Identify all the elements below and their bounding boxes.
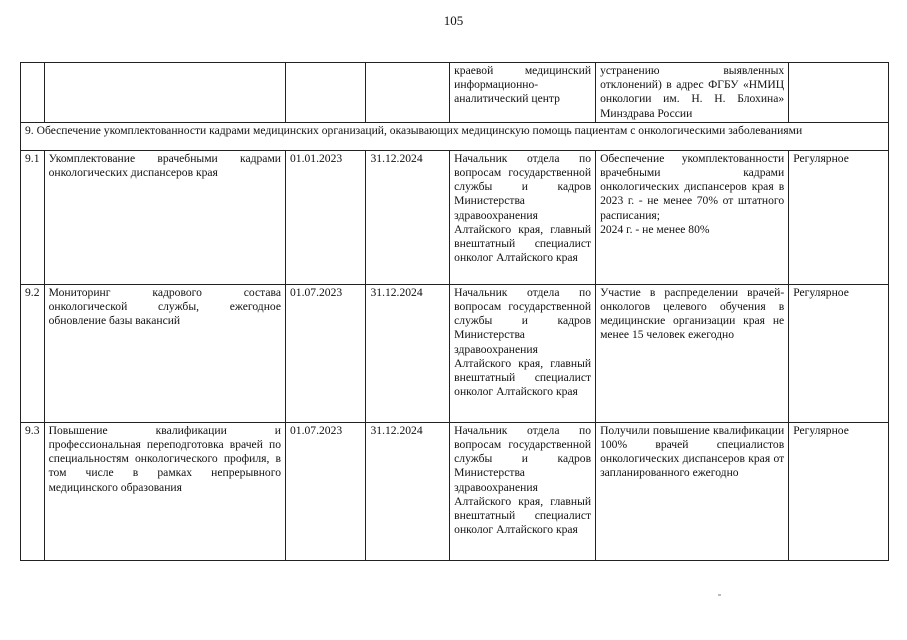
row-number: 9.2 bbox=[21, 284, 45, 422]
start-date: 01.01.2023 bbox=[286, 150, 366, 284]
row-number: 9.1 bbox=[21, 150, 45, 284]
table-row bbox=[21, 284, 889, 422]
periodicity: Регулярное bbox=[789, 150, 889, 284]
result-line: 2024 г. - не менее 80% bbox=[600, 222, 710, 236]
page-number: 105 bbox=[443, 13, 464, 28]
result-line: Обеспечение укомплектованности врачебными кадрами онкологических диспансеров края в 2023 г. - не менее 70% от штатного расписания; bbox=[600, 151, 785, 222]
table-row bbox=[21, 422, 889, 560]
responsible-person: Начальник отдела по вопросам государственной службы и кадров Министерства здравоохранения Алтайского края, главный внештатный специалист онколог Алтайского края bbox=[450, 284, 596, 422]
expected-result: Участие в распределении врачей-онкологов целевого обучения в медицинские организации края не менее 15 человек ежегодно bbox=[596, 284, 789, 422]
cell-periodicity bbox=[789, 63, 889, 123]
expected-result: Получили повышение квалификации 100% врачей специалистов онкологических диспансеров края от запланированного ежегодно bbox=[596, 422, 789, 560]
cell-name bbox=[44, 63, 285, 123]
responsible-person: Начальник отдела по вопросам государственной службы и кадров Министерства здравоохранения Алтайского края, главный внештатный специалист онколог Алтайского края bbox=[450, 422, 596, 560]
periodicity: Регулярное bbox=[789, 422, 889, 560]
periodicity: Регулярное bbox=[789, 284, 889, 422]
measure-name: Мониторинг кадрового состава онкологической службы, ежегодное обновление базы вакансий bbox=[44, 284, 285, 422]
end-date: 31.12.2024 bbox=[366, 422, 450, 560]
section-heading-row bbox=[21, 122, 889, 150]
measures-table bbox=[20, 62, 889, 561]
scan-speck bbox=[718, 594, 721, 596]
expected-result bbox=[596, 150, 789, 284]
cell-result: устранению выявленных отклонений) в адрес ФГБУ «НМИЦ онкологии им. Н. Н. Блохина» Минздрава России bbox=[596, 63, 789, 123]
table-row bbox=[21, 150, 889, 284]
start-date: 01.07.2023 bbox=[286, 422, 366, 560]
measure-name: Укомплектование врачебными кадрами онкологических диспансеров края bbox=[44, 150, 285, 284]
row-number: 9.3 bbox=[21, 422, 45, 560]
end-date: 31.12.2024 bbox=[366, 284, 450, 422]
section-title: 9. Обеспечение укомплектованности кадрами медицинских организаций, оказывающих медицинскую помощь пациентам с онкологическими заболеваниями bbox=[21, 122, 889, 150]
cell-end bbox=[366, 63, 450, 123]
table-row-continued bbox=[21, 63, 889, 123]
cell-start bbox=[286, 63, 366, 123]
measure-name: Повышение квалификации и профессиональная переподготовка врачей по специальностям онкологического профиля, в том числе в рамках непрерывного медицинского образования bbox=[44, 422, 285, 560]
end-date: 31.12.2024 bbox=[366, 150, 450, 284]
cell-num bbox=[21, 63, 45, 123]
cell-responsible: краевой медицинский информационно-аналитический центр bbox=[450, 63, 596, 123]
responsible-person: Начальник отдела по вопросам государственной службы и кадров Министерства здравоохранения Алтайского края, главный внештатный специалист онколог Алтайского края bbox=[450, 150, 596, 284]
start-date: 01.07.2023 bbox=[286, 284, 366, 422]
